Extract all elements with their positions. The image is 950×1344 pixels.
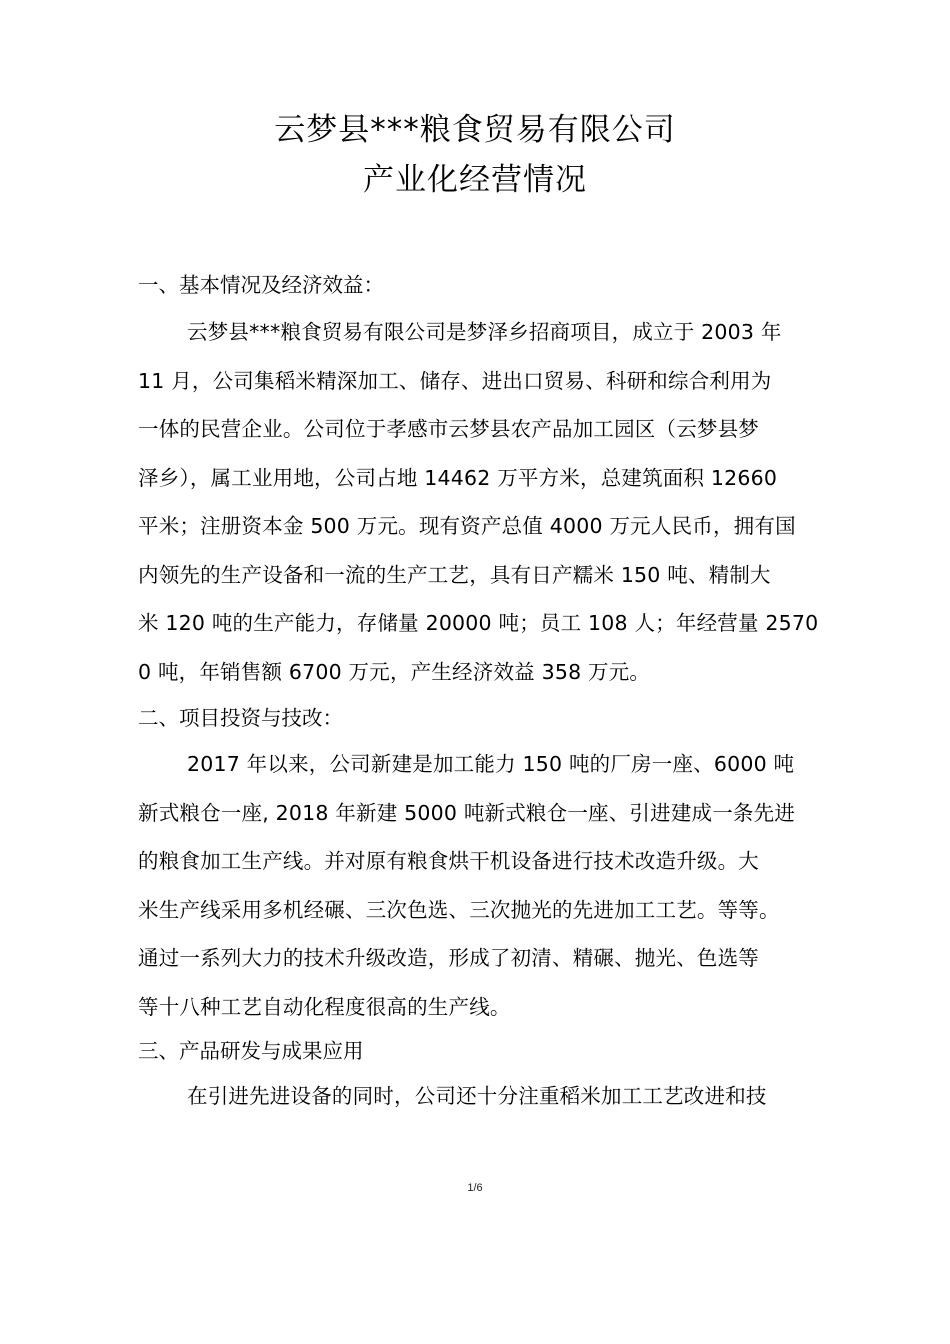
paragraph-line: 云梦县***粮食贸易有限公司是梦泽乡招商项目，成立于 2003 年 xyxy=(187,320,782,344)
paragraph-line: 平米；注册资本金 500 万元。现有资产总值 4000 万元人民币，拥有国 xyxy=(138,514,796,538)
document-title-line-1: 云梦县***粮食贸易有限公司 xyxy=(274,112,676,148)
page-number: 1/6 xyxy=(467,1182,483,1194)
document-title-line-2: 产业化经营情况 xyxy=(363,162,587,198)
paragraph-line: 米生产线采用多机经碾、三次色选、三次抛光的先进加工工艺。等等。 xyxy=(138,897,780,922)
paragraph-line: 等十八种工艺自动化程度很高的生产线。 xyxy=(138,994,511,1019)
paragraph-line: 11 月，公司集稻米精深加工、储存、进出口贸易、科研和综合利用为 xyxy=(138,368,772,393)
paragraph-line: 0 吨，年销售额 6700 万元，产生经济效益 358 万元。 xyxy=(138,659,651,684)
paragraph-line: 泽乡），属工业用地，公司占地 14462 万平方米，总建筑面积 12660 xyxy=(138,465,778,490)
paragraph-line: 在引进先进设备的同时，公司还十分注重稻米加工工艺改进和技 xyxy=(187,1084,767,1108)
section-paragraph-investment xyxy=(138,740,828,1031)
paragraph-line: 米 120 吨的生产能力，存储量 20000 吨；员工 108 人；年经营量 2570 xyxy=(138,611,819,635)
section-paragraph-basic-info xyxy=(138,308,828,696)
paragraph-line: 的粮食加工生产线。并对原有粮食烘干机设备进行技术改造升级。大 xyxy=(138,849,759,873)
section-paragraph-research xyxy=(138,1072,828,1121)
section-heading-investment: 二、项目投资与技改： xyxy=(138,706,343,730)
section-heading-research: 三、产品研发与成果应用 xyxy=(138,1039,364,1063)
paragraph-line: 一体的民营企业。公司位于孝感市云梦县农产品加工园区（云梦县梦 xyxy=(138,417,759,441)
paragraph-line: 新式粮仓一座, 2018 年新建 5000 吨新式粮仓一座、引进建成一条先进 xyxy=(138,800,796,825)
section-heading-basic-info: 一、基本情况及经济效益： xyxy=(138,273,384,297)
paragraph-line: 2017 年以来，公司新建是加工能力 150 吨的厂房一座、6000 吨 xyxy=(187,752,795,776)
paragraph-line: 内领先的生产设备和一流的生产工艺，具有日产糯米 150 吨、精制大 xyxy=(138,562,771,587)
paragraph-line: 通过一系列大力的技术升级改造，形成了初清、精碾、抛光、色选等 xyxy=(138,946,759,970)
